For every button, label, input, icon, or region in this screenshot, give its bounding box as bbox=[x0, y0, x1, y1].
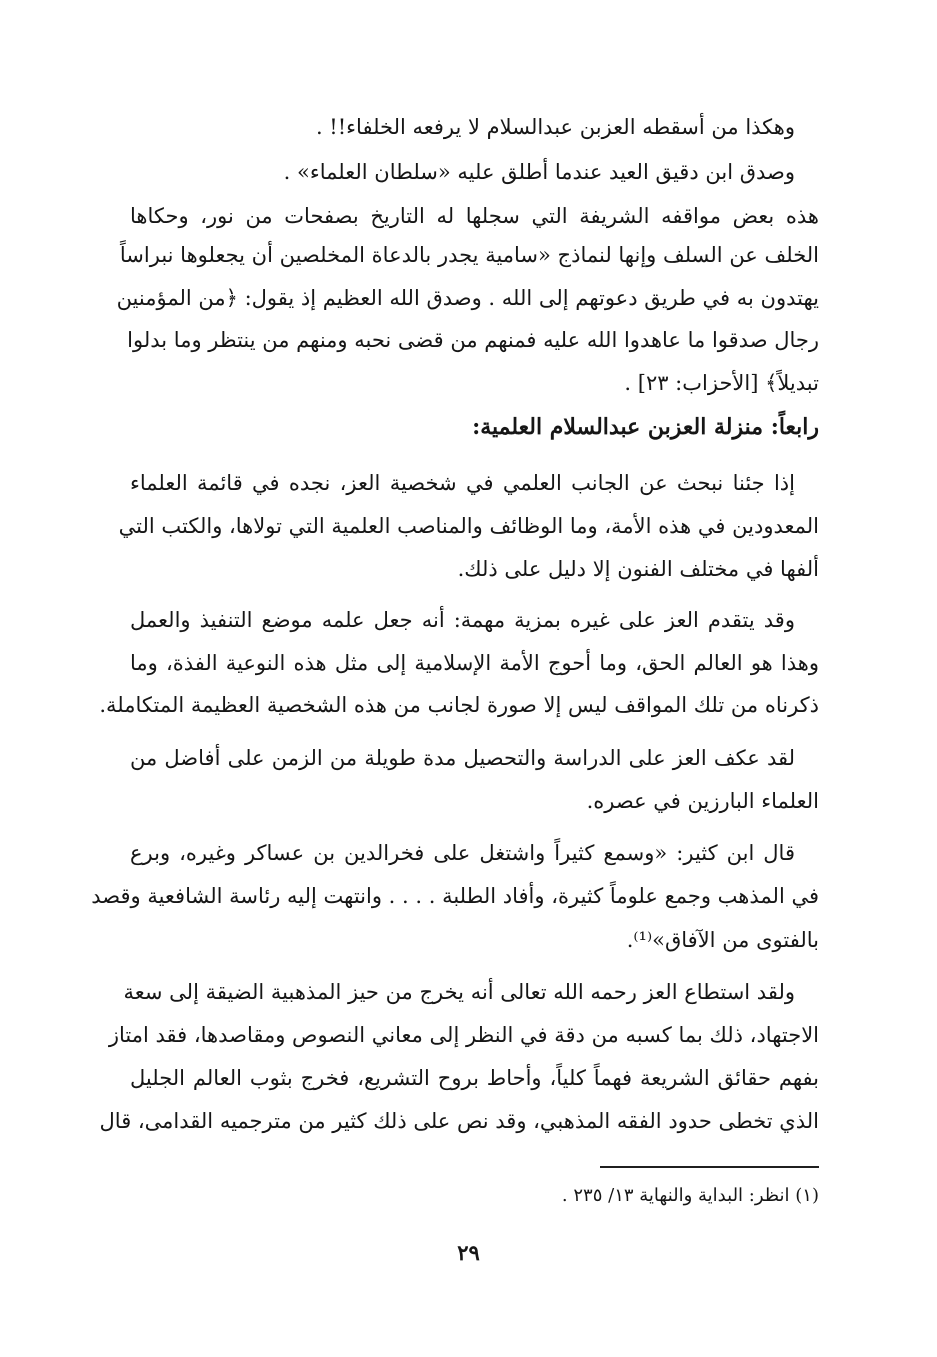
text-line: ولقد استطاع العز رحمه الله تعالى أنه يخرج من حيز المذهبية الضيقة إلى سعة bbox=[123, 980, 795, 1004]
page-number: ٢٩ bbox=[457, 1240, 480, 1265]
text-line: وقد يتقدم العز على غيره بمزية مهمة: أنه جعل علمه موضع التنفيذ والعمل bbox=[130, 608, 795, 632]
text-line: قال ابن كثير: «وسمع كثيراً واشتغل على فخرالدين بن عساكر وغيره، وبرع bbox=[130, 841, 795, 865]
footnote-divider bbox=[600, 1166, 819, 1168]
text-line: العلماء البارزين في عصره. bbox=[586, 789, 819, 813]
text-line: يهتدون به في طريق دعوتهم إلى الله . وصدق الله العظيم إذ يقول: ﴿من المؤمنين bbox=[116, 286, 819, 310]
text-line: ألفها في مختلف الفنون إلا دليل على ذلك. bbox=[457, 557, 819, 581]
text-line: إذا جئنا نبحث عن الجانب العلمي في شخصية العز، نجده في قائمة العلماء bbox=[130, 471, 795, 495]
text-line: لقد عكف العز على الدراسة والتحصيل مدة طويلة من الزمن على أفاضل من bbox=[130, 746, 795, 770]
text-line: بالفتوى من الآفاق»⁽¹⁾. bbox=[626, 928, 819, 952]
section-heading: رابعاً: منزلة العزبن عبدالسلام العلمية: bbox=[472, 414, 819, 440]
text-line: هذه بعض مواقفه الشريفة التي سجلها له التاريخ بصفحات من نور، وحكاها bbox=[130, 204, 819, 228]
text-line: الخلف عن السلف وإنها لنماذج «سامية يجدر بالدعاة المخلصين أن يجعلوها نبراساً bbox=[119, 243, 819, 267]
text-line: الاجتهاد، ذلك بما كسبه من دقة في النظر إلى معاني النصوص ومقاصدها، فقد امتاز bbox=[108, 1023, 819, 1047]
text-line: الذي تخطى حدود الفقه المذهبي، وقد نص على ذلك كثير من مترجميه القدامى، قال bbox=[99, 1109, 819, 1133]
text-line: رجال صدقوا ما عاهدوا الله عليه فمنهم من قضى نحبه ومنهم من ينتظر وما بدلوا bbox=[127, 328, 819, 352]
text-line: بفهم حقائق الشريعة فهماً كلياً، وأحاط بروح التشريع، فخرج بثوب العالم الجليل bbox=[130, 1066, 819, 1090]
text-line: وهكذا من أسقطه العزبن عبدالسلام لا يرفعه الخلفاء!! . bbox=[315, 115, 795, 139]
text-line: وصدق ابن دقيق العيد عندما أطلق عليه «سلطان العلماء» . bbox=[283, 160, 795, 184]
text-line: في المذهب وجمع علوماً كثيرة، وأفاد الطلبة . . . . وانتهت إليه رئاسة الشافعية وقصد bbox=[91, 884, 819, 908]
text-line: وهذا هو العالم الحق، وما أحوج الأمة الإسلامية إلى مثل هذه النوعية الفذة، وما bbox=[130, 651, 819, 675]
text-line: المعدودين في هذه الأمة، وما الوظائف والمناصب العلمية التي تولاها، والكتب التي bbox=[118, 514, 819, 538]
footnote: (١) انظر: البداية والنهاية ١٣/ ٢٣٥ . bbox=[561, 1185, 819, 1206]
text-line: تبديلاً﴾ [الأحزاب: ٢٣] . bbox=[624, 371, 819, 395]
text-line: ذكرناه من تلك المواقف ليس إلا صورة لجانب من هذه الشخصية العظيمة المتكاملة. bbox=[99, 693, 819, 717]
